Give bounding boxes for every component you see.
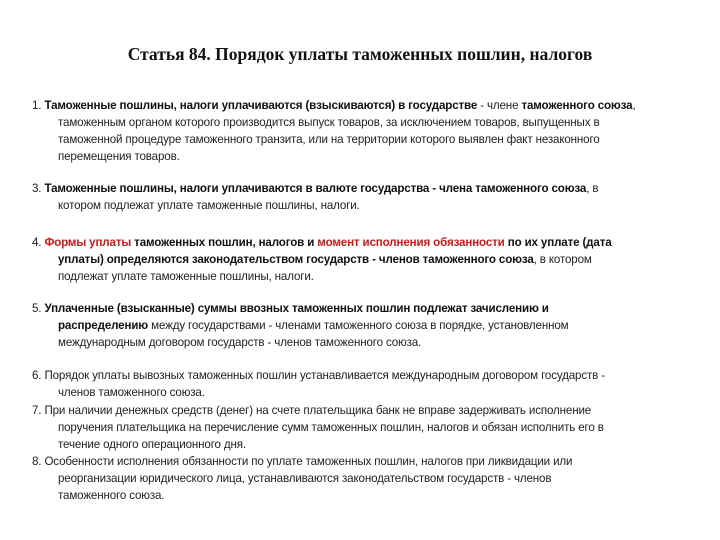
paragraph-line: [32, 317, 568, 334]
text-segment: 1.: [32, 99, 45, 112]
text-segment: , в: [586, 182, 599, 195]
text-segment: 6. Порядок уплаты вывозных таможенных пошлин устанавливается международным договором государств -: [32, 369, 605, 382]
text-segment: течение одного операционного дня.: [58, 438, 246, 451]
highlighted-term: момент исполнения обязанности: [317, 236, 505, 249]
paragraph-line: [32, 234, 612, 251]
text-segment: - члене: [477, 99, 522, 112]
text-segment: Таможенные пошлины, налоги уплачиваются в валюте государства - члена таможенного союза: [44, 182, 587, 195]
text-segment: таможенного союза: [521, 99, 633, 112]
text-segment: таможенного союза.: [58, 489, 165, 502]
paragraph-line: [32, 419, 604, 436]
text-segment: 7. При наличии денежных средств (денег) на счете плательщика банк не вправе задерживать исполнение: [32, 404, 592, 417]
paragraph-line: [32, 367, 605, 384]
paragraph-line: [32, 300, 568, 317]
text-segment: реорганизации юридического лица, устанавливаются законодательством государств - членов: [58, 472, 552, 485]
paragraph-line: [32, 470, 572, 487]
paragraph: [32, 300, 568, 351]
text-segment: по их уплате (дата: [504, 236, 612, 249]
text-segment: таможенных пошлин, налогов и: [131, 236, 318, 249]
text-segment: таможенным органом которого производится выпуск товаров, за исключением товаров, выпущенных в: [58, 116, 600, 129]
paragraph: [32, 453, 572, 504]
paragraph-line: [32, 402, 604, 419]
paragraph-line: [32, 334, 568, 351]
text-segment: Таможенные пошлины, налоги уплачиваются (взыскиваются) в государстве: [44, 99, 478, 112]
highlighted-term: Формы уплаты: [44, 236, 132, 249]
text-segment: 4.: [32, 236, 45, 249]
paragraph: [32, 97, 636, 165]
text-segment: котором подлежат уплате таможенные пошлины, налоги.: [58, 199, 360, 212]
text-segment: членов таможенного союза.: [58, 386, 205, 399]
paragraph: [32, 402, 604, 453]
paragraph-line: [32, 180, 598, 197]
paragraph-line: [32, 197, 598, 214]
text-segment: уплаты) определяются законодательством государств - членов таможенного союза: [58, 253, 534, 266]
paragraph-line: [32, 487, 572, 504]
paragraph: [32, 367, 605, 401]
page-title: Статья 84. Порядок уплаты таможенных пошлин, налогов: [127, 44, 593, 64]
paragraph-line: [32, 148, 636, 165]
text-segment: таможенной процедуре таможенного транзита, или на территории которого выявлен факт незаконного: [58, 133, 600, 146]
text-segment: ,: [632, 99, 636, 112]
text-segment: подлежат уплате таможенные пошлины, налоги.: [58, 270, 314, 283]
text-segment: 8. Особенности исполнения обязанности по уплате таможенных пошлин, налогов при ликвидации или: [32, 455, 573, 468]
text-segment: международным договором государств - членов таможенного союза.: [58, 336, 422, 349]
paragraph-line: [32, 114, 636, 131]
paragraph-line: [32, 131, 636, 148]
paragraph-line: [32, 384, 605, 401]
text-segment: , в котором: [533, 253, 592, 266]
text-segment: Уплаченные (взысканные) суммы ввозных таможенных пошлин подлежат зачислению и: [44, 302, 549, 315]
paragraph-line: [32, 268, 612, 285]
paragraph-line: [32, 436, 604, 453]
paragraph-line: [32, 453, 572, 470]
paragraph: [32, 234, 612, 285]
text-segment: 5.: [32, 302, 45, 315]
paragraph: [32, 180, 598, 214]
text-segment: перемещения товаров.: [58, 150, 180, 163]
text-segment: распределению: [58, 319, 149, 332]
text-segment: поручения плательщика на перечисление сумм таможенных пошлин, налогов и обязан исполнить его в: [58, 421, 604, 434]
text-segment: между государствами - членами таможенного союза в порядке, установленном: [148, 319, 569, 332]
paragraph-line: [32, 251, 612, 268]
text-segment: 3.: [32, 182, 45, 195]
paragraph-line: [32, 97, 636, 114]
